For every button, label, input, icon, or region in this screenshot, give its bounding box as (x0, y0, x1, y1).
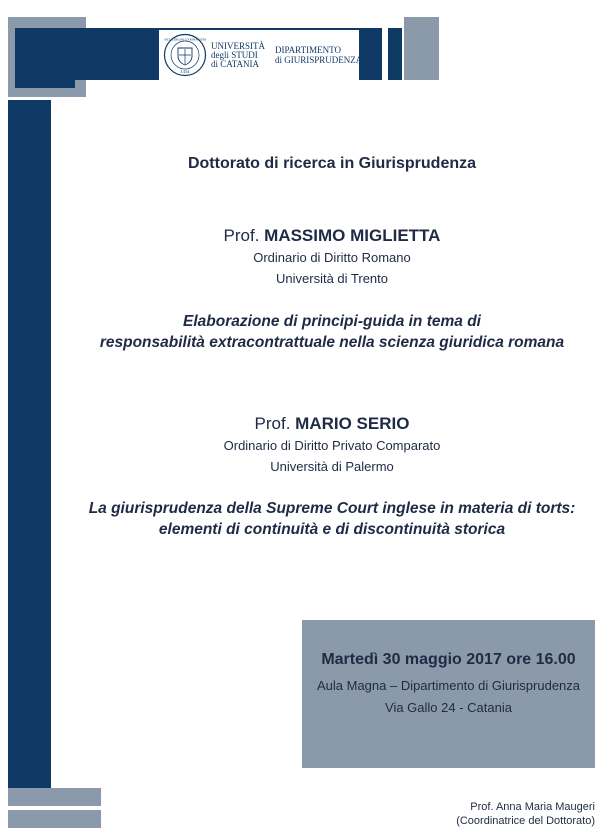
coordinator-name: Prof. Anna Maria Maugeri (470, 801, 595, 813)
university-seal-icon (163, 33, 207, 77)
talk-line: La giurisprudenza della Supreme Court inglese in materia di torts: (88, 500, 576, 517)
talk-line: responsabilità extracontrattuale nella scienza giuridica romana (99, 334, 565, 351)
event-address: Via Gallo 24 - Catania (385, 700, 512, 715)
university-name: UNIVERSITÀ degli STUDI di CATANIA (211, 40, 265, 69)
speaker-prefix: Prof. (223, 226, 265, 245)
department-name: DIPARTIMENTO di GIURISPRUDENZA (275, 45, 363, 65)
speaker-2-role: Ordinario di Diritto Privato Comparato (223, 438, 441, 453)
event-place: Aula Magna – Dipartimento di Giurisprudenza (316, 678, 581, 693)
header-gray-bar (404, 17, 439, 80)
speaker-2-talk-title (51, 498, 613, 540)
talk-line: elementi di continuità e di discontinuità storica (158, 521, 506, 538)
header-navy-bar (360, 28, 382, 80)
event-date: Martedì 30 maggio 2017 ore 16.00 (321, 651, 576, 668)
speaker-1-role: Ordinario di Diritto Romano (253, 250, 411, 265)
coordinator-title: (Coordinatrice del Dottorato) (456, 815, 595, 827)
speaker-1-heading (51, 226, 613, 246)
doctorate-title: Dottorato di ricerca in Giurisprudenza (187, 155, 477, 172)
header-navy-square (15, 28, 75, 88)
talk-line: Elaborazione di principi-guida in tema di (183, 313, 481, 330)
footer-gray-block (8, 788, 101, 806)
speaker-2-university: Università di Palermo (270, 459, 394, 474)
speaker-prefix: Prof. (254, 414, 296, 433)
footer-gray-block (8, 810, 101, 828)
speaker-1-talk-title (51, 311, 613, 353)
speaker-1-university: Università di Trento (276, 271, 388, 286)
seal-year: 1434 (180, 69, 190, 74)
header-navy-bar (388, 28, 402, 80)
seal-motto: SICULORUM GYMNASIUM (163, 37, 207, 42)
speaker-2-heading (51, 414, 613, 434)
speaker-name: MASSIMO MIGLIETTA (264, 226, 441, 245)
coordinator-signature (456, 800, 595, 828)
vertical-navy-bar (8, 100, 51, 790)
university-logo (159, 30, 363, 80)
speaker-name: MARIO SERIO (295, 414, 410, 433)
event-info-box (302, 620, 595, 768)
